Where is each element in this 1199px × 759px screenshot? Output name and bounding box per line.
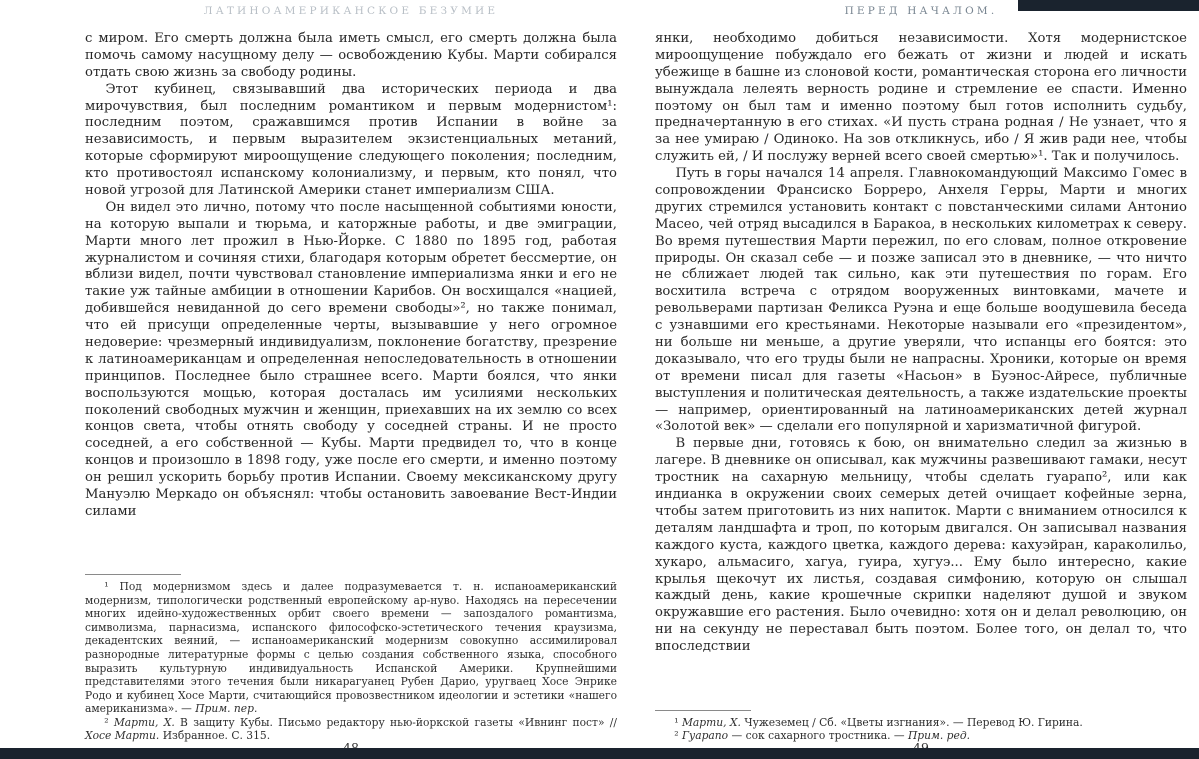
top-chrome-bar[interactable] [1018, 0, 1199, 11]
paragraph: янки, необходимо добиться независимости. Хотя модернистское мироощущение побуждало его бежать от жизни и людей и искать убежище в башне из слоновой кости, романтическая сторона его личности вынуждала лелеять верность родине и стремление ее спасти. Именно поэтому он был там и именно поэтому был готов исполнить судьбу, предначертанную в его стихах. «И пусть страна родная / Не узнает, что я за нее умираю / Одиноко. На зов откликнусь, ибо / Я жив ради нее, чтобы служить ей, / И послужу верней всего своей смертью»¹. Так и получилось. [655, 31, 1187, 165]
paragraph: В первые дни, готовясь к бою, он внимательно следил за жизнью в лагере. В дневнике он описывал, как мужчины развешивают гамаки, несут тростник на сахарную мельницу, чтобы сделать гуарапо², или как индианка в окружении своих семерых детей очищает кофейные зерна, чтобы затем приготовить из них напиток. Марти с вниманием относился к деталям ландшафта и троп, по которым двигался. Он записывал названия каждого куста, каждого цветка, каждого дерева: кахуэйран, караколильо, хукаро, альмасиго, хагуа, гуира, хугуэ... Ему было интересно, какие крылья щекочут их листья, создавая симфонию, которую он слышал каждый день, какие крошечные скрипки наделяют душой и звуком окружавшие его растения. Было очевидно: хотя он и делал революцию, он ни на секунду не переставал быть поэтом. Более того, он делал то, что впоследствии [655, 436, 1187, 655]
footnote: ² Марти, Х. В защиту Кубы. Письмо редактору нью-йоркской газеты «Ивнинг пост» // Хосе Марти. Избранное. С. 315. [85, 715, 617, 743]
footnote: ¹ Марти, Х. Чужеземец / Сб. «Цветы изгнания». — Перевод Ю. Гирина. [674, 715, 1083, 729]
page-right [655, 0, 1187, 759]
page-body-text [655, 31, 1187, 656]
paragraph: с миром. Его смерть должна была иметь смысл, его смерть должна была помочь самому насущному делу — освобождению Кубы. Марти собирался отдать свою жизнь за свободу родины. [85, 31, 617, 80]
footnote: ² Гуарапо — сок сахарного тростника. — Прим. ред. [674, 729, 971, 743]
paragraph: Этот кубинец, связывавший два исторических периода и два мирочувствия, был последним романтиком и первым модернистом¹: последним поэтом, сражавшимся против Испании в войне за независимость, и первым выразителем экзистенциальных метаний, которые сформируют мироощущение следующего поколения; последним, кто противостоял испанскому колониализму, и первым, кто понял, что новой угрозой для Латинской Америки станет империализм США. [85, 81, 617, 199]
paragraph: Он видел это лично, потому что после насыщенной событиями юности, на которую выпали и тюрьма, и каторжные работы, и две эмиграции, Марти много лет прожил в Нью-Йорке. С 1880 по 1895 год, работая журналистом и сочиняя стихи, благодаря которым обретет бессмертие, он вблизи видел, почти чувствовал становление империализма янки и его не такие уж тайные амбиции в отношении Карибов. Он восхищался «нацией, добившейся невиданной до сего времени свободы»², но также понимал, что ей присущи определенные черты, вызывавшие у него огромное недоверие: чрезмерный индивидуализм, поклонение богатству, презрение к латиноамериканцам и определенная непоследовательность в отношении принципов. Последнее было страшнее всего. Марти боялся, что янки воспользуются мощью, которая досталась им усилиями нескольких поколений свободных мужчин и женщин, приехавших на их землю со всех концов света, чтобы отнять свободу у соседней страны. И не просто соседней, а его собственной — Кубы. Марти предвидел то, что в конце концов и произошло в 1898 году, уже после его смерти, и именно поэтому он решил ускорить борьбу против Испании. Своему мексиканскому другу Мануэлю Меркадо он объяснял: чтобы остановить завоевание Вест-Индии силами [85, 199, 617, 519]
page-left [85, 0, 617, 759]
running-header-right: ПЕРЕД НАЧАЛОМ. [844, 5, 998, 17]
footnotes-block [655, 710, 1187, 743]
bottom-chrome-bar[interactable] [0, 748, 1199, 759]
footnote-separator [85, 574, 181, 575]
running-header-left: ЛАТИНОАМЕРИКАНСКОЕ БЕЗУМИЕ [203, 5, 499, 17]
footnote: ¹ Под модернизмом здесь и далее подразумевается т. н. испаноамериканский модернизм, типологически родственный европейскому ар-нуво. Находясь на пересечении многих идейно-художественных орбит своего времени — запоздалого романтизма, символизма, парнасизма, испанского философско-эстетического течения краузизма, декадентских веяний, — испаноамериканский модернизм совокупно ассимилировал разнородные литературные формы с целью создания собственного языка, способного выразить культурную индивидуальность Испанской Америки. Крупнейшими представителями этого течения были никарагуанец Рубен Дарио, уругваец Хосе Энрике Родо и кубинец Хосе Марти, считающийся провозвестником идеологии и эстетики «нашего американизма». — Прим. пер. [85, 580, 617, 716]
paragraph: Путь в горы начался 14 апреля. Главнокомандующий Максимо Гомес в сопровождении Франсиско Борреро, Анхеля Герры, Марти и многих других стремился установить контакт с повстанческими силами Антонио Масео, чей отряд высадился в Баракоа, в нескольких километрах к северу. Во время путешествия Марти пережил, по его словам, полное откровение природы. Он сказал себе — и позже записал это в дневнике, — что ничто не сближает людей так сильно, как эти путешествия по горам. Его восхитила встреча с отрядом вооруженных винтовками, мачете и револьверами партизан Феликса Руэна и еще больше воодушевила беседа с узнавшими его крестьянами. Некоторые называли его «президентом», ни больше ни меньше, а другие уверяли, что испанцы его боятся: это доказывало, что его труды были не напрасны. Хроники, которые он время от времени писал для газеты «Насьон» в Буэнос-Айресе, публичные выступления и политическая деятельность, а также издательские проекты — например, ориентированный на латиноамериканских детей журнал «Золотой век» — сделали его популярной и харизматичной фигурой. [655, 166, 1187, 435]
page-body-text [85, 31, 617, 521]
footnote-separator [655, 710, 751, 711]
footnotes-block [85, 574, 617, 743]
